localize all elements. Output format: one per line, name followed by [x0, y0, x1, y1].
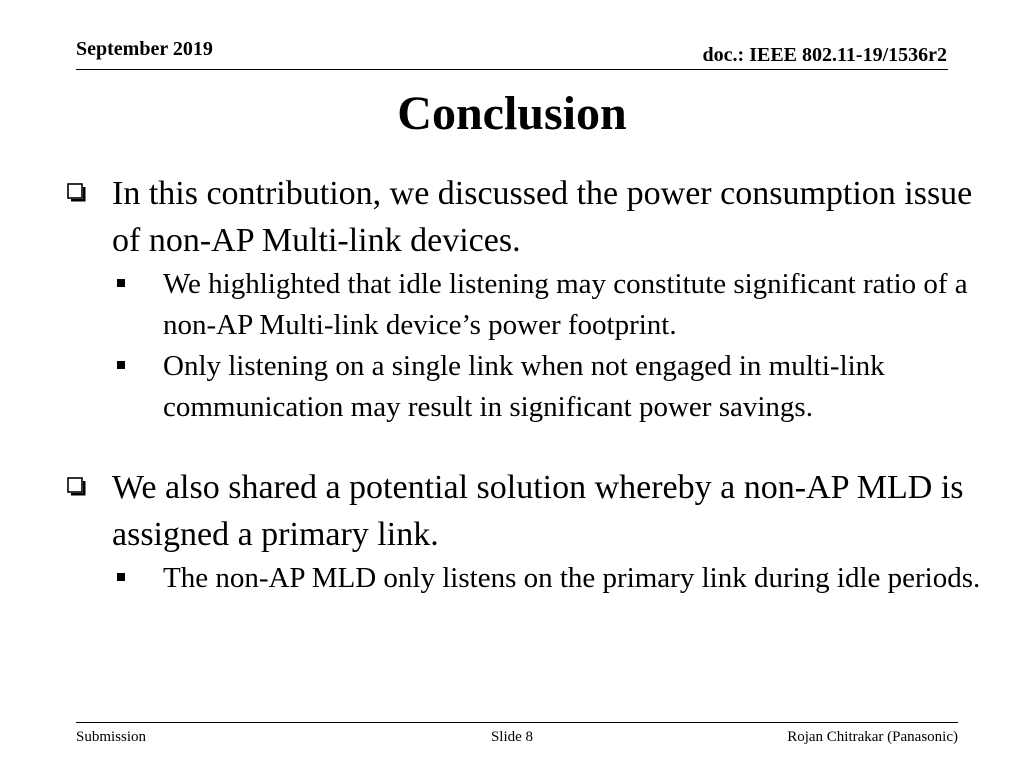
footer-divider	[76, 722, 958, 723]
checkbox-bullet-icon	[67, 183, 87, 203]
bullet-1-text: In this contribution, we discussed the power consumption issue of non-AP Multi-link devices.	[112, 175, 973, 259]
header-divider	[76, 69, 948, 70]
sub-bullet-1-2-text: Only listening on a single link when not engaged in multi-link communication may result in significant power savings.	[163, 350, 885, 423]
footer-slide-number: Slide 8	[490, 729, 534, 745]
bullet-2	[64, 464, 984, 558]
sub-bullet-2-1-text: The non-AP MLD only listens on the primary link during idle periods.	[163, 562, 981, 594]
footer-submission: Submission	[76, 729, 147, 745]
footer-author: Rojan Chitrakar (Panasonic)	[787, 729, 958, 745]
sub-bullet-1-2	[64, 346, 984, 428]
header-doc-id: doc.: IEEE 802.11-19/1536r2	[702, 44, 947, 66]
checkbox-bullet-icon	[67, 477, 87, 497]
square-bullet-icon	[117, 573, 125, 581]
slide-title: Conclusion	[397, 87, 627, 140]
header-date: September 2019	[76, 38, 213, 60]
sub-bullet-1-1-text: We highlighted that idle listening may constitute significant ratio of a non-AP Multi-link device’s power footprint.	[163, 268, 968, 341]
sub-bullet-2-1	[64, 558, 984, 599]
bullet-1	[64, 170, 984, 264]
square-bullet-icon	[117, 279, 125, 287]
bullet-spacer	[64, 428, 984, 464]
sub-bullet-1-1	[64, 264, 984, 346]
bullet-2-text: We also shared a potential solution whereby a non-AP MLD is assigned a primary link.	[112, 469, 964, 553]
slide-content	[64, 170, 984, 599]
square-bullet-icon	[117, 361, 125, 369]
